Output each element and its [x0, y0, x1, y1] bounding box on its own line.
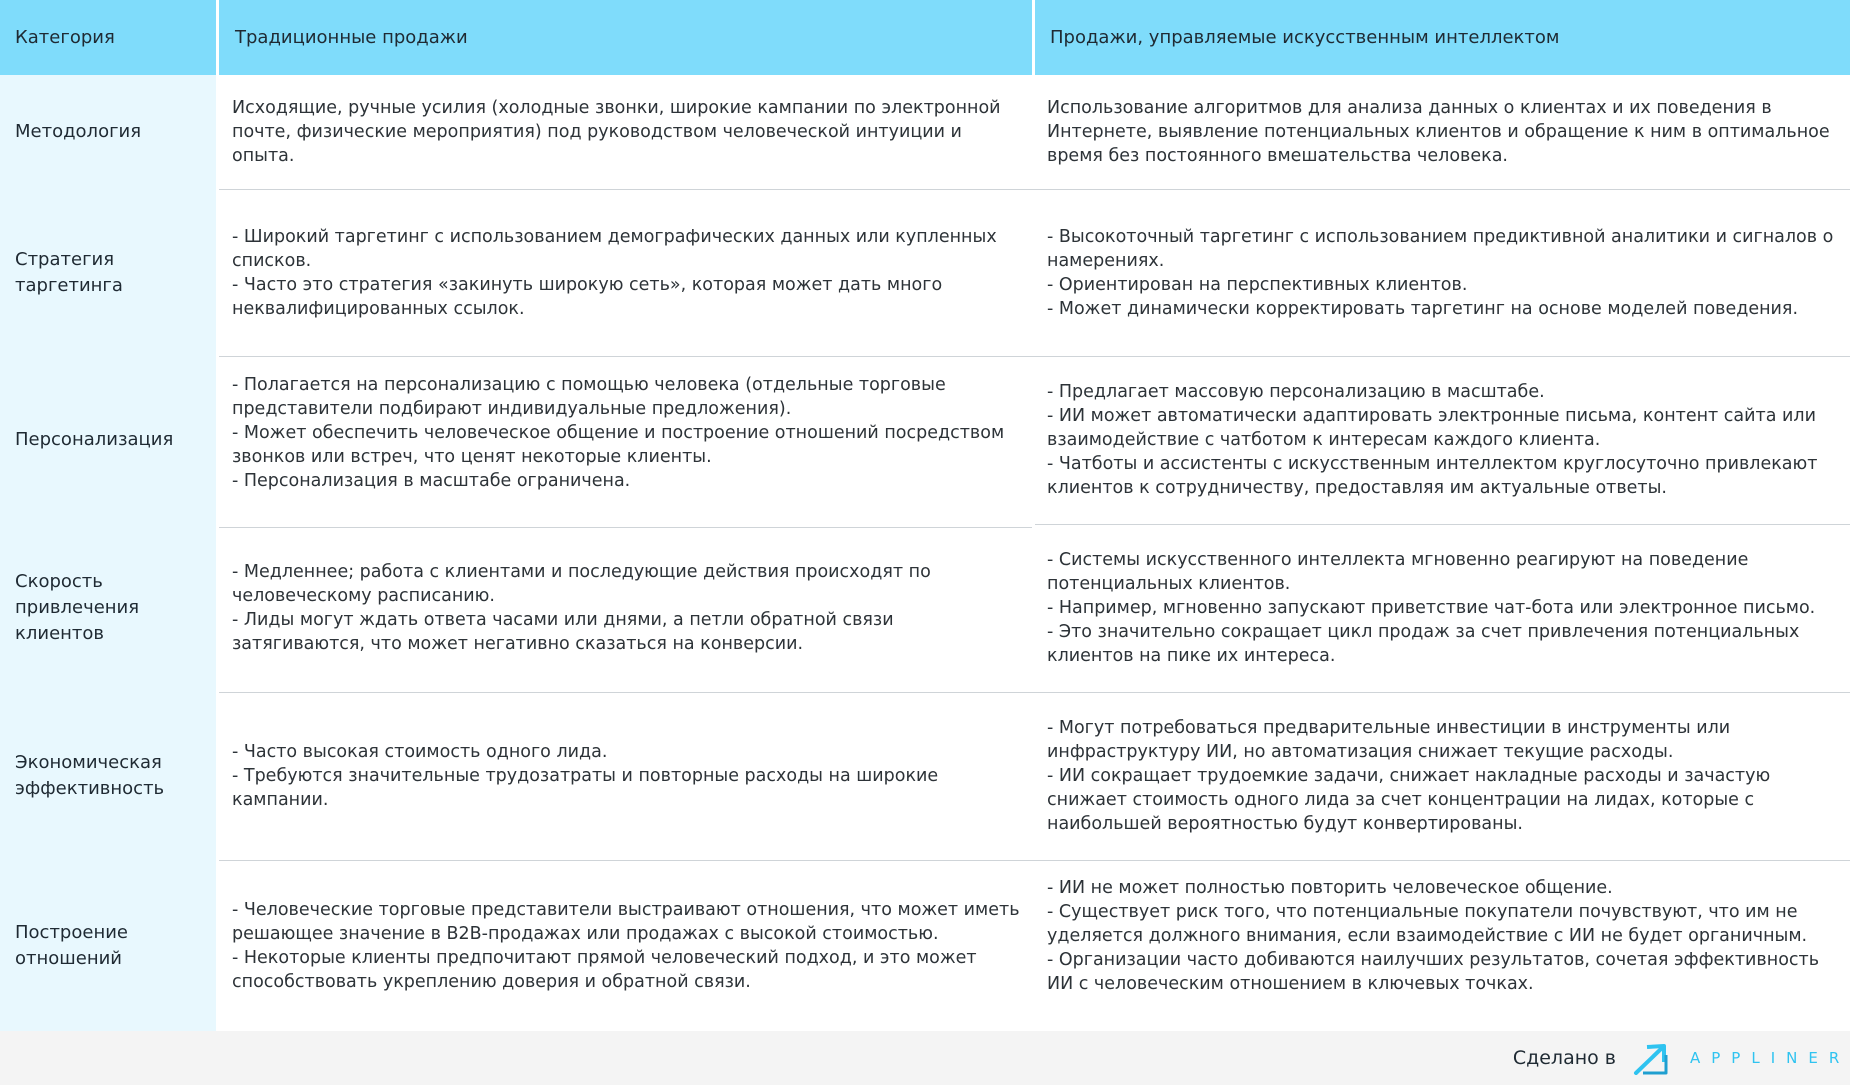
header-category: Категория	[15, 27, 115, 48]
category-cell: Построение отношений	[15, 921, 128, 969]
ai-cell: - Высокоточный таргетинг с использованием предиктивной аналитики и сигналов о намерениях. - Ориентирован на перспективных клиентов. - Может динамически корректировать таргетинг на основе моделей поведения.	[1047, 226, 1834, 319]
category-cell: Скорость привлечения клиентов	[15, 571, 140, 644]
brand-name[interactable]: APPLINER	[1690, 1049, 1850, 1067]
traditional-cell: - Полагается на персонализацию с помощью человека (отдельные торговые представители подбирают индивидуальные предложения). - Может обеспечить человеческое общение и построение отношений посредством звонков или встреч, что ценят некоторые клиенты. - Персонализация в масштабе ограничена.	[232, 375, 1005, 491]
appliner-logo-icon	[1633, 1043, 1669, 1075]
row-divider	[1035, 524, 1850, 525]
made-in-label: Сделано в	[1512, 1047, 1616, 1069]
ai-cell: - Предлагает массовую персонализацию в масштабе. - ИИ может автоматически адаптировать электронные письма, контент сайта или взаимодействие с чатботом к интересам каждого клиента. - Чатботы и ассистенты с искусственным интеллектом круглосуточно привлекают клиентов к сотрудничеству, предоставляя им актуальные ответы.	[1047, 382, 1818, 498]
column-divider	[1032, 0, 1035, 75]
footer	[0, 1031, 1850, 1085]
ai-cell: - Системы искусственного интеллекта мгновенно реагируют на поведение потенциальных клиентов. - Например, мгновенно запускают приветствие чат-бота или электронное письмо. - Это значительно сокращает цикл продаж за счет привлечения потенциальных клиентов на пике их интереса.	[1047, 550, 1816, 666]
row-divider	[219, 860, 1850, 861]
header-traditional-sales: Традиционные продажи	[235, 27, 468, 48]
ai-cell: Использование алгоритмов для анализа данных о клиентах и их поведения в Интернете, выявление потенциальных клиентов и обращение к ним в оптимальное время без постоянного вмешательства человека.	[1047, 98, 1830, 166]
traditional-cell: - Человеческие торговые представители выстраивают отношения, что может иметь решающее значение в B2B-продажах или продажах с высокой стоимостью. - Некоторые клиенты предпочитают прямой человеческий подход, и это может способствовать укреплению доверия и обратной связи.	[232, 899, 1020, 992]
traditional-cell: - Широкий таргетинг с использованием демографических данных или купленных списков. - Часто это стратегия «закинуть широкую сеть», которая может дать много неквалифицированных ссылок.	[232, 226, 997, 319]
traditional-cell: Исходящие, ручные усилия (холодные звонки, широкие кампании по электронной почте, физические мероприятия) под руководством человеческой интуиции и опыта.	[232, 98, 1001, 166]
traditional-cell: - Медленнее; работа с клиентами и последующие действия происходят по человеческому расписанию. - Лиды могут ждать ответа часами или днями, а петли обратной связи затягиваются, что может негативно сказаться на конверсии.	[232, 562, 931, 654]
ai-cell: - ИИ не может полностью повторить человеческое общение. - Существует риск того, что потенциальные покупатели почувствуют, что им не уделяется должного внимания, если взаимодействие с ИИ не будет органичным. - Организации часто добиваются наилучших результатов, сочетая эффективность ИИ с человеческим отношением в ключевых точках.	[1047, 878, 1820, 994]
row-divider	[219, 189, 1850, 190]
header-ai-sales: Продажи, управляемые искусственным интеллектом	[1050, 27, 1560, 48]
table-header	[0, 0, 1850, 75]
category-cell: Стратегия таргетинга	[15, 248, 123, 296]
row-divider	[219, 527, 1032, 528]
row-divider	[219, 356, 1850, 357]
category-cell: Экономическая эффективность	[15, 752, 165, 799]
traditional-cell: - Часто высокая стоимость одного лида. - Требуются значительные трудозатраты и повторные расходы на широкие кампании.	[232, 742, 939, 810]
category-cell: Персонализация	[15, 429, 174, 450]
ai-cell: - Могут потребоваться предварительные инвестиции в инструменты или инфраструктуру ИИ, но автоматизация снижает текущие расходы. - ИИ сокращает трудоемкие задачи, снижает накладные расходы и зачастую снижает стоимость одного лида за счет концентрации на лидах, которые с наибольшей вероятностью будут конвертированы.	[1047, 718, 1771, 834]
row-divider	[219, 692, 1850, 693]
category-cell: Методология	[15, 121, 142, 142]
